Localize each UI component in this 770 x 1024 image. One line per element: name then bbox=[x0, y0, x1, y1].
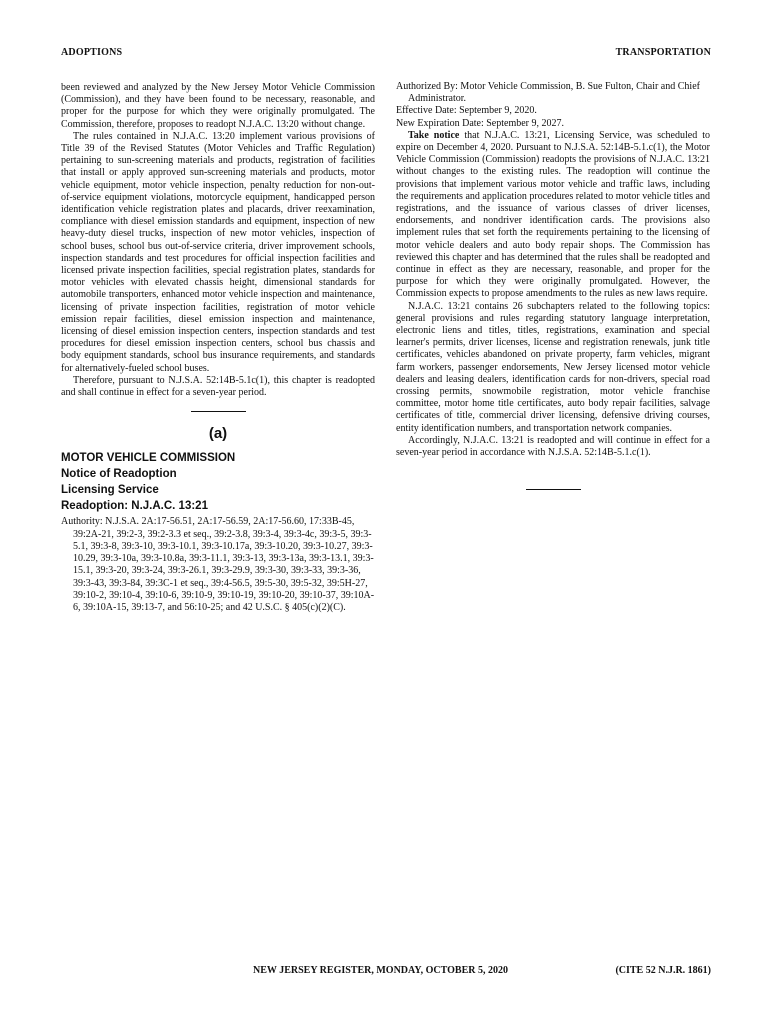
authority-paragraph: Authority: N.J.S.A. 2A:17-56.51, 2A:17-56.59, 2A:17-56.60, 17:33B-45, 39:2A-21, 39:2-3, 39:2-3.3 et seq., 39:2-3.8, 39:3-4, 39:3-4c, 39:3-5, 39:3-5.1, 39:3-8, 39:3-10, 39:3-10.1, 39:3-10.17a, 39:3-10.20, 39:3-10.27, 39:3-10.29, 39:3-10a, 39:3-10.8a, 39:3-11.1, 39:3-13, 39:3-13a, 39:3-13.1, 39:3-15.1, 39:3-20, 39:3-24, 39:3-26.1, 39:3-29.9, 39:3-30, 39:3-33, 39:3-36, 39:3-43, 39:3-84, 39:3C-1 et seq., 39:4-56.5, 39:5-30, 39:5-32, 39:5H-27, 39:10-2, 39:10-4, 39:10-6, 39:10-9, 39:10-19, 39:10-20, 39:10-37, 39:10A-6, 39:10A-15, 39:13-7, and 56:10-25; and 42 U.S.C. § 405(c)(2)(C). bbox=[61, 516, 375, 613]
agency-heading: MOTOR VEHICLE COMMISSION bbox=[61, 452, 236, 465]
item-marker: (a) bbox=[208, 425, 228, 443]
accordingly-paragraph: Accordingly, N.J.A.C. 13:21 is readopted and will continue in effect for a seven-year period in accordance with N.J.S.A. 52:14B-5.1.c(1). bbox=[396, 434, 710, 459]
rules-summary-paragraph: The rules contained in N.J.A.C. 13:20 implement various provisions of Title 39 of the Revised Statutes (Motor Vehicles and Traffic Regulation) pertaining to sun-screening materials and products, registration of facilities that install or apply approved sun-screening materials and products, motor vehicle equipment, motor vehicle inspection, penalty reduction for non-out-of-service equipment violations, motorcycle equipment, handicapped person identification vehicle registration plates and placards, driver reexamination, compliance with diesel emission standards and equipment, inspection of new heavy-duty diesel trucks, inspection of new motor vehicles, inspection of school buses, school bus out-of-service criteria, driver improvement schools, inspection standards and test procedures for official inspection facilities and licensed private inspection facilities, special registration plates, standards for motor vehicles with elevated chassis height, dimensional standards for automobile transporters, enhanced motor vehicle inspection and maintenance, licensing of private inspection facilities, registration of motor vehicle emission repair facilities, diesel emission inspection and maintenance, licensing of diesel emission inspection centers, inspection standards and test procedures for diesel emission inspection centers, school bus chassis and body equipment standards, school bus insurance requirements, and standards for alternatively-fueled school buses. bbox=[61, 130, 375, 374]
subject-heading: Licensing Service bbox=[61, 484, 159, 497]
take-notice-paragraph bbox=[396, 130, 710, 301]
effective-date-line: Effective Date: September 9, 2020. bbox=[396, 105, 537, 117]
section-divider bbox=[191, 411, 246, 412]
continued-paragraph: been reviewed and analyzed by the New Jersey Motor Vehicle Commission (Commission), and they have been found to be necessary, reasonable, and proper for the purpose for which they were originally promulgated. The Commission, therefore, proposes to readopt N.J.A.C. 13:20 without change. bbox=[61, 82, 375, 130]
take-notice-body: that N.J.A.C. 13:21, Licensing Service, was scheduled to expire on December 4, 2020. Pursuant to N.J.S.A. 52:14B-5.1.c(1), the Motor Vehicle Commission (Commission) readopts the provisions of N.J.A.C. 13:21 without changes to the existing rules. The readoption will continue the provisions that implement various motor vehicle and traffic laws, including the requirements and application procedures related to motor vehicle titles and registrations, and the issuance of various classes of driver licenses, endorsements, and nondriver identification cards. The provisions also implement rules that set forth the requirements pertaining to the licensing of motor vehicle dealers and auto body repair shops. The Commission has reviewed this chapter and has determined that the rules shall be readopted and continue in effect as they are necessary, reasonable, and proper for the purpose for which they were originally promulgated. However, the Commission expects to propose amendments to the rules as new laws require. bbox=[396, 129, 710, 300]
readoption-heading: Readoption: N.J.A.C. 13:21 bbox=[61, 500, 208, 513]
expiration-date-line: New Expiration Date: September 9, 2027. bbox=[396, 117, 565, 129]
section-label-adoptions: ADOPTIONS bbox=[61, 47, 123, 58]
left-column bbox=[61, 82, 375, 614]
take-notice-lead: Take notice bbox=[408, 129, 460, 141]
authorized-by-line: Authorized By: Motor Vehicle Commission, B. Sue Fulton, Chair and Chief Administrator. bbox=[396, 81, 700, 105]
subchapters-paragraph: N.J.A.C. 13:21 contains 26 subchapters related to the following topics: general provisions and rules regarding statutory language interpretation, electronic liens and titles, titles, registrations, examination and special learner's permits, driver licenses, license and registration renewals, junk title certificates, vehicles abandoned on private property, farm vehicles, migrant farm workers, passenger endorsements, New Jersey licensed motor vehicle dealers and leasing dealers, identification cards for non-drivers, special road crossing permits, snowmobile registration, motor vehicle franchise committee, motor home title certificates, auto body repair facilities, salvage certificates of title, commercial driver licensing, defensive driving courses, entity identification numbers, and transportation network companies. bbox=[396, 300, 710, 434]
citation-line: (CITE 52 N.J.R. 1861) bbox=[615, 965, 711, 976]
section-end-divider bbox=[526, 489, 581, 490]
register-issue-line: NEW JERSEY REGISTER, MONDAY, OCTOBER 5, 2020 bbox=[253, 965, 508, 976]
right-column bbox=[396, 81, 710, 490]
notice-heading: Notice of Readoption bbox=[61, 468, 177, 481]
section-label-transportation: TRANSPORTATION bbox=[615, 47, 711, 58]
readoption-statement-paragraph: Therefore, pursuant to N.J.S.A. 52:14B-5.1c(1), this chapter is readopted and shall continue in effect for a seven-year period. bbox=[61, 374, 375, 399]
